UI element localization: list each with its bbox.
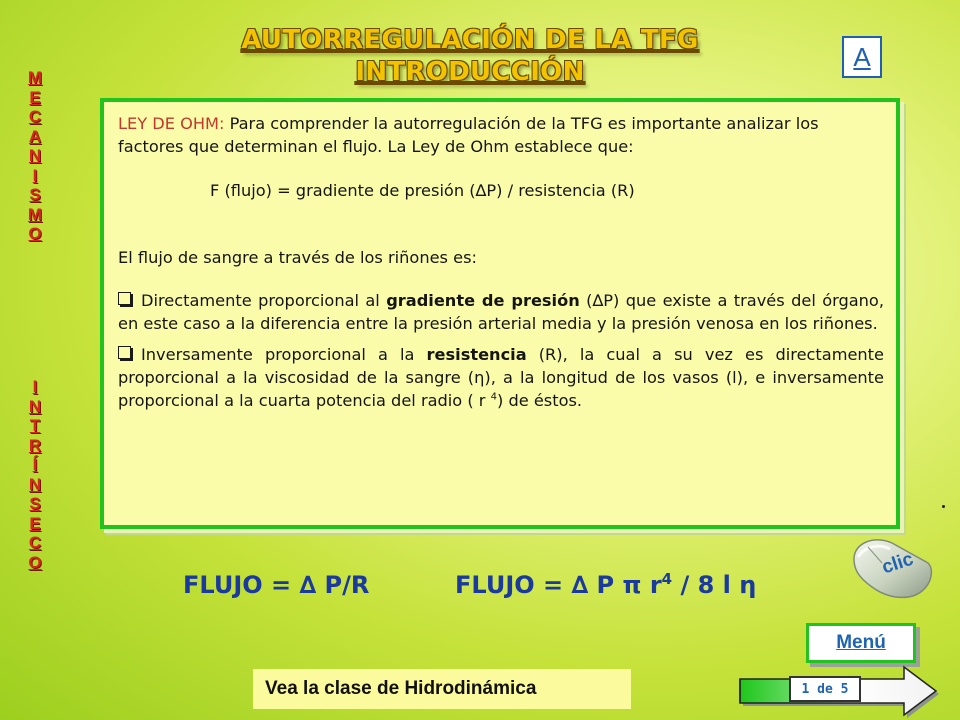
clic-button[interactable] [848,533,934,603]
bullet-bold-text: gradiente de presión [386,291,580,310]
vertical-letter: C [28,107,42,126]
vertical-letter: N [28,474,42,494]
formula-text: / 8 l η [672,571,757,599]
ohm-intro-text: Para comprender la autorregulación de la TFG es importante analizar los factores que determinan el flujo. La Ley de Ohm establece que: [118,114,819,156]
ohm-formula: F (flujo) = gradiente de presión (∆P) / resistencia (R) [210,181,635,200]
vertical-letter: N [28,396,42,416]
vertical-letter: M [27,68,43,87]
vertical-letter: S [29,494,41,513]
vertical-letter: E [29,513,41,533]
vertical-letter: T [29,416,41,435]
content-box [100,98,900,529]
blood-flow-text: El flujo de sangre a través de los riñones es: [118,248,477,267]
vertical-letter: R [28,435,42,455]
title-line-2: INTRODUCCIÓN [355,57,585,87]
bullet-superscript: 4 [490,391,497,403]
bullet-text: ) de éstos. [496,391,583,410]
vertical-letter: I [32,165,38,185]
vertical-letter: M [27,204,43,224]
page-title [200,24,740,88]
checkbox-bullet-icon [118,346,131,359]
formula-text: FLUJO = ∆ P π r [455,571,662,599]
intrinseco-vertical-link[interactable] [22,377,48,572]
menu-button[interactable]: Menú [806,623,916,663]
mecanismo-vertical-link[interactable] [22,68,48,244]
bullet-bold-text: resistencia [426,345,527,364]
bullet-direct [118,289,884,335]
clic-label: clic [879,548,917,579]
title-line-1: AUTORREGULACIÓN DE LA TFG [241,25,699,55]
checkbox-bullet-icon [118,292,131,305]
bullet-inverse [118,343,884,412]
flow-formula-1: FLUJO = ∆ P/R [183,571,370,599]
vertical-letter: Í [32,455,38,474]
bullet-text: (R), la cual a su vez es directamente proporcional a la viscosidad de la sangre (η), a la longitud de los vasos (l), e inversamente proporcional a la cuarta potencia del radio ( r [118,345,884,410]
a-link-button[interactable]: A [842,36,882,78]
bullet-text: (∆P) que existe a través del órgano, en este caso a la diferencia entre la presión arterial media y la presión venosa en los riñones. [118,291,884,333]
ohm-label: LEY DE OHM: [118,114,225,133]
vertical-letter: E [29,87,41,107]
decorative-dot [942,505,945,508]
vertical-letter: N [28,146,42,165]
page-indicator: 1 de 5 [789,676,861,702]
bullet-text: Inversamente proporcional a la [141,345,427,364]
vertical-letter: C [28,533,42,552]
vertical-letter: O [28,552,42,572]
bullet-text: Directamente proporcional al [141,291,387,310]
vertical-letter: S [29,185,41,204]
vertical-letter: O [28,224,42,243]
ohm-intro-paragraph [118,112,884,158]
vertical-letter: I [32,377,38,396]
hidrodinamica-link[interactable]: Vea la clase de Hidrodinámica [253,669,631,709]
vertical-letter: A [28,126,42,146]
flow-formula-2 [455,571,756,599]
formula-superscript: 4 [661,570,673,588]
